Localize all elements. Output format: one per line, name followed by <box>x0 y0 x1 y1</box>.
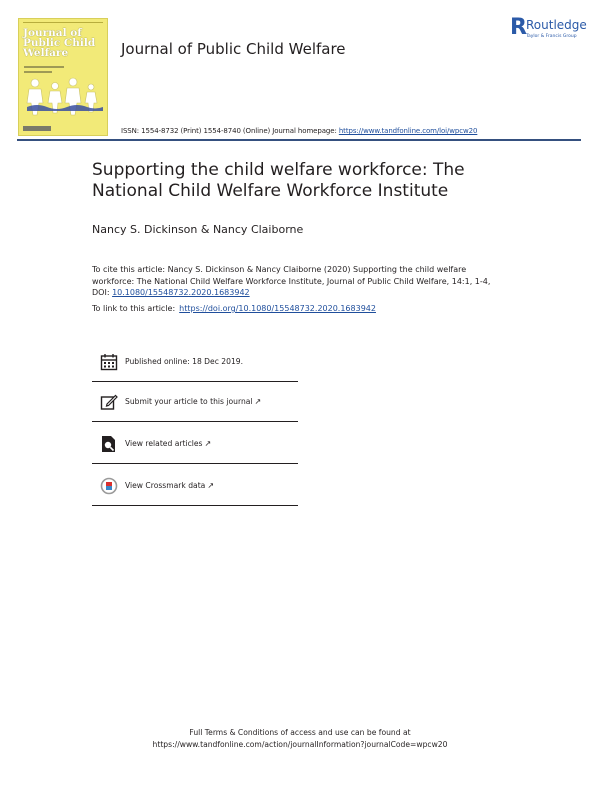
citation-doi-link[interactable]: 10.1080/15548732.2020.1683942 <box>112 288 250 297</box>
journal-cover-image <box>18 18 108 136</box>
crossmark-label: View Crossmark data <box>125 481 206 490</box>
footer-terms-text: Full Terms & Conditions of access and use can be found at <box>189 728 411 737</box>
article-link-block <box>92 304 376 313</box>
crossmark-link[interactable] <box>125 481 214 490</box>
crossmark-icon <box>100 477 118 495</box>
publisher-logo[interactable] <box>510 16 590 46</box>
published-online-text: Published online: 18 Dec 2019. <box>125 357 244 366</box>
footer-terms-link[interactable]: https://www.tandfonline.com/action/journalInformation?journalCode=wpcw20 <box>152 740 448 749</box>
article-title: Supporting the child welfare workforce: The National Child Welfare Workforce Institute <box>92 160 465 201</box>
issn-text: ISSN: 1554-8732 (Print) 1554-8740 (Online) Journal homepage: <box>121 127 339 135</box>
edit-icon <box>100 393 118 411</box>
routledge-r-icon: R <box>510 15 527 40</box>
header-divider <box>17 139 581 141</box>
related-articles-label: View related articles <box>125 439 203 448</box>
article-doi-link[interactable]: https://doi.org/10.1080/15548732.2020.1683942 <box>179 304 376 313</box>
external-link-icon: ↗ <box>207 481 215 490</box>
cover-subtitle-line-2 <box>24 71 52 73</box>
cover-subtitle-line <box>24 66 64 68</box>
publisher-name: Routledge <box>526 18 587 32</box>
related-articles-row[interactable] <box>92 424 298 464</box>
cover-title: Journal of Public Child Welfare <box>23 27 96 59</box>
submit-article-label: Submit your article to this journal <box>125 397 253 406</box>
published-online-row <box>92 342 298 382</box>
cover-publisher-mark <box>23 126 51 131</box>
submit-article-row[interactable] <box>92 382 298 422</box>
crossmark-row[interactable] <box>92 466 298 506</box>
related-articles-icon <box>100 435 118 453</box>
issn-line <box>121 127 477 135</box>
journal-title: Journal of Public Child Welfare <box>121 40 346 58</box>
citation-text: Nancy S. Dickinson & Nancy Claiborne (2020) Supporting the child welfare workforce: The National Child Welfare Workforce Institute, Journal of Public Child Welfare, 14:1, 1-4, DOI: <box>92 265 491 297</box>
submit-article-link[interactable] <box>125 397 261 406</box>
journal-homepage-link[interactable]: https://www.tandfonline.com/loi/wpcw20 <box>338 127 478 135</box>
row-divider <box>92 463 298 464</box>
row-divider <box>92 421 298 422</box>
citation-label: To cite this article: <box>92 265 166 274</box>
external-link-icon: ↗ <box>204 439 212 448</box>
article-authors: Nancy S. Dickinson & Nancy Claiborne <box>92 223 304 236</box>
row-divider <box>92 505 298 506</box>
external-link-icon: ↗ <box>254 397 262 406</box>
cover-family-figures-icon <box>25 77 105 117</box>
article-link-label: To link to this article: <box>92 304 176 313</box>
cover-top-rule <box>23 22 103 26</box>
publisher-tagline: Taylor & Francis Group <box>526 34 577 39</box>
calendar-icon <box>100 353 118 371</box>
citation-block <box>92 264 492 299</box>
related-articles-link[interactable] <box>125 439 211 448</box>
